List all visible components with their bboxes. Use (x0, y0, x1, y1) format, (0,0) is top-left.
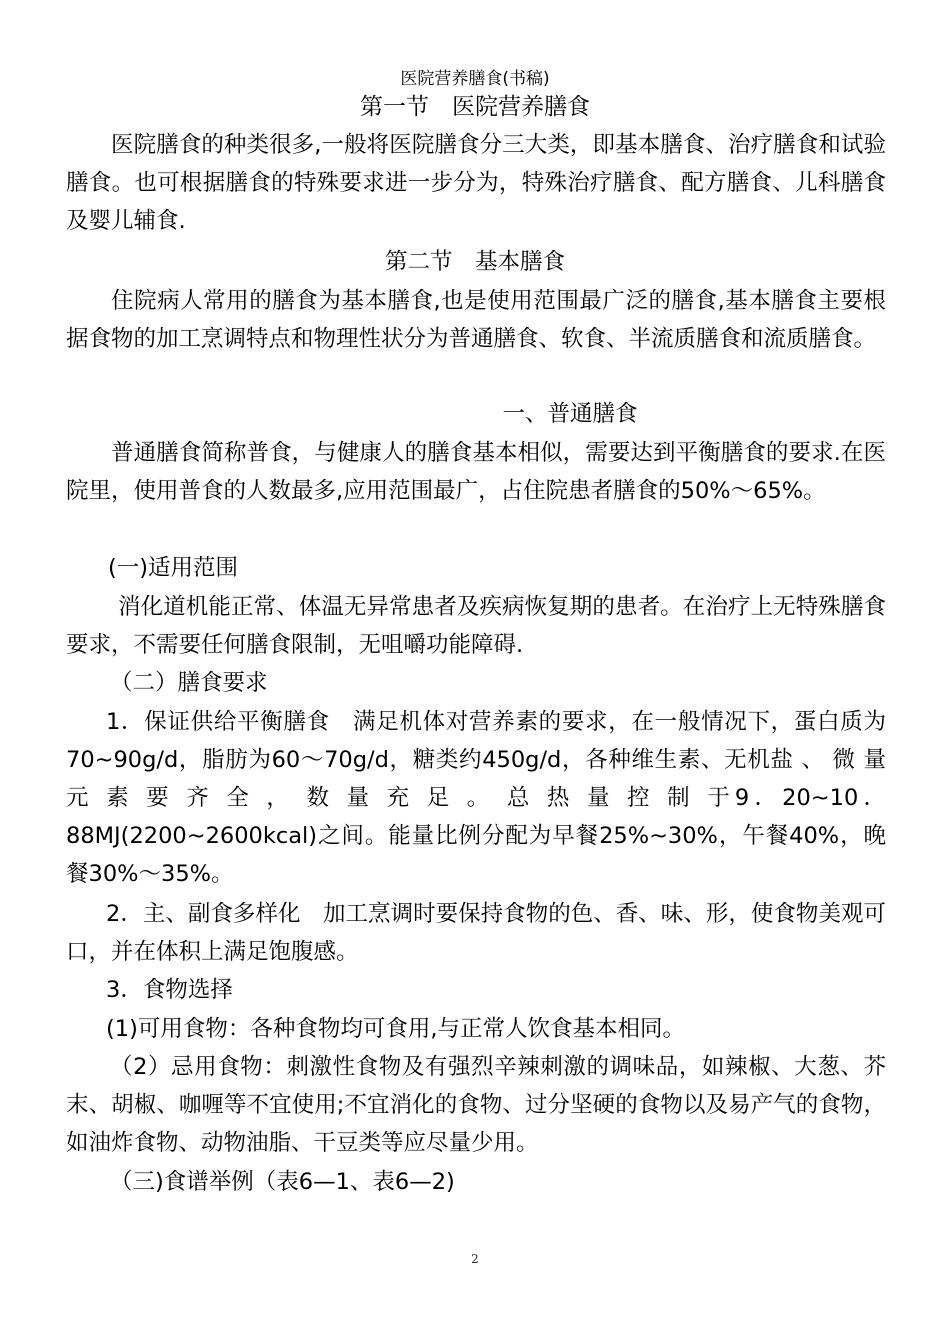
subsection1-paragraph: 普通膳食简称普食，与健康人的膳食基本相似，需要达到平衡膳食的要求.在医院里，使用普食的人数最多,应用范围最广，占住院患者膳食的50%～65%。 (66, 440, 886, 504)
item1-heading: (一)适用范围 (108, 555, 239, 581)
subsection1-heading: 一、普通膳食 (502, 401, 638, 427)
requirement3-heading: 3．食物选择 (106, 977, 233, 1003)
item1-paragraph: 消化道机能正常、体温无异常患者及疾病恢复期的患者。在治疗上无特殊膳食要求，不需要任何膳食限制，无咀嚼功能障碍. (66, 594, 886, 658)
section2-paragraph: 住院病人常用的膳食为基本膳食,也是使用范围最广泛的膳食,基本膳食主要根据食物的加工烹调特点和物理性状分为普通膳食、软食、半流质膳食和流质膳食。 (66, 288, 886, 352)
requirement1-paragraph: 1．保证供给平衡膳食 满足机体对营养素的要求，在一般情况下，蛋白质为70~90g/d，脂肪为60～70g/d，糖类约450g/d，各种维生素、无机盐 、 微 量 元 素 要 齐 全 ， 数 量 充 足 。 总 热 量 控 制 于9．20~10．88MJ(2200~2600kcal)之间。能量比例分配为早餐25%~30%，午餐40%，晚餐30%～35%。 (66, 709, 886, 887)
food2-paragraph: （2）忌用食物：刺激性食物及有强烈辛辣刺激的调味品，如辣椒、大葱、芥末、胡椒、咖喱等不宜使用;不宜消化的食物、过分坚硬的食物以及易产气的食物，如油炸食物、动物油脂、干豆类等应尽量少用。 (66, 1054, 886, 1156)
section1-paragraph: 医院膳食的种类很多,一般将医院膳食分三大类，即基本膳食、治疗膳食和试验膳食。也可根据膳食的特殊要求进一步分为，特殊治疗膳食、配方膳食、儿科膳食及婴儿辅食. (66, 132, 886, 234)
document-title: 医院营养膳食(书稿) (400, 69, 550, 89)
item2-heading: （二）膳食要求 (110, 670, 268, 696)
section1-heading: 第一节 医院营养膳食 (360, 94, 590, 120)
food1-paragraph: (1)可用食物：各种食物均可食用,与正常人饮食基本相同。 (106, 1016, 686, 1042)
section2-heading: 第二节 基本膳食 (384, 249, 565, 275)
page-number: 2 (471, 1252, 479, 1266)
item3-heading: （三)食谱举例（表6—1、表6—2) (110, 1169, 455, 1195)
requirement2-paragraph: 2．主、副食多样化 加工烹调时要保持食物的色、香、味、形，使食物美观可口，并在体积上满足饱腹感。 (66, 901, 886, 965)
